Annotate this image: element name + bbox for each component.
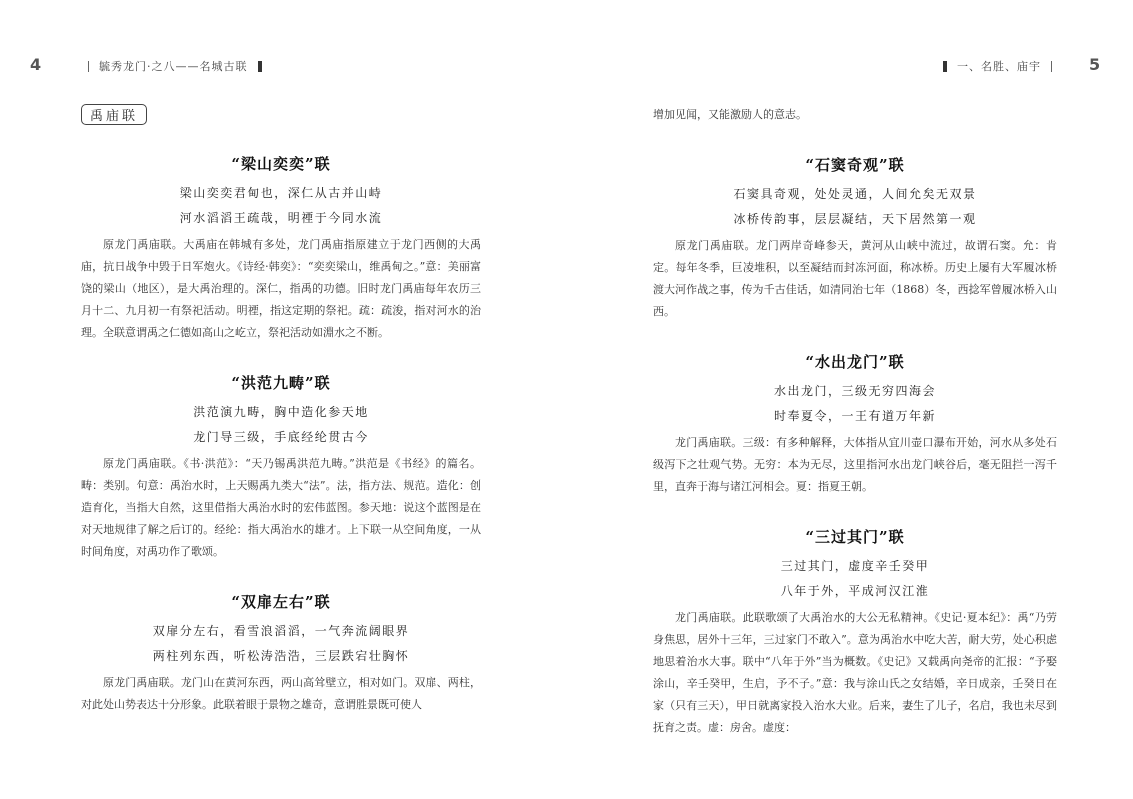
running-head — [78, 58, 272, 74]
commentary: 龙门禹庙联。此联歌颂了大禹治水的大公无私精神。《史记·夏本纪》：禹“乃劳身焦思，居外十三年，三过家门不敢入”。意为禹治水中吃大苦，耐大劳，处心积虑地思着治水大事。联中“八年于外”当为概数。《史记》又载禹向尧帝的汇报：“予娶涂山，辛壬癸甲，生启，予不子。”意：我与涂山氏之女结婚，辛日成亲，壬癸日在家（只有三天），甲日就离家投入治水大业。后来，妻生了儿子，名启，我也未尽到抚育之责。虚：房舍。虚度： — [653, 611, 1057, 734]
header-divider — [1051, 61, 1052, 72]
commentary: 龙门禹庙联。三级：有多种解释，大体指从宜川壶口瀑布开始，河水从多处石级泻下之壮观气势。无穷：本为无尽，这里指河水出龙门峡谷后，毫无阻拦一泻千里，直奔于海与诸江河相会。夏：指夏王朝。 — [653, 436, 1057, 493]
couplet-title: “洪范九畴”联 — [231, 374, 331, 392]
couplet-line: 龙门导三级，手底经纶贯古今 — [193, 430, 369, 444]
couplet-title: “三过其门”联 — [805, 528, 905, 546]
page-number: 5 — [1089, 55, 1101, 74]
right-page-content — [653, 104, 1057, 739]
couplet-line: 冰桥传韵事，层层凝结，天下居然第一观 — [733, 212, 977, 226]
commentary: 原龙门禹庙联。大禹庙在韩城有多处，龙门禹庙指原建立于龙门西侧的大禹庙，抗日战争中毁于日军炮火。《诗经·韩奕》：“奕奕梁山，维禹甸之。”意：美丽富饶的梁山（地区），是大禹治理的。深仁，指禹的功德。旧时龙门禹庙每年农历三月十二、九月初一有祭祀活动。明禋，指这定期的祭祀。疏：疏浚，指对河水的治理。全联意谓禹之仁德如高山之屹立，祭祀活动如淵水之不断。 — [81, 238, 481, 339]
couplet-line: 时奉夏令，一王有道万年新 — [773, 409, 936, 423]
commentary: 原龙门禹庙联。龙门两岸奇峰参天，黄河从山峡中流过，故谓石窦。允：肯定。每年冬季，巨凌堆积，以至凝结而封冻河面，称冰桥。历史上屡有大军履冰桥渡大河作战之事，传为千古佳话，如清同治七年（1868）冬，西捻军曾履冰桥入山西。 — [653, 239, 1057, 318]
header-marker — [258, 61, 262, 72]
couplet-line: 两柱列东西，听松涛浩浩，三层跌宕壮胸怀 — [152, 649, 410, 663]
couplet-line: 双扉分左右，看雪浪滔滔，一气奔流阔眼界 — [152, 624, 410, 638]
header-marker — [943, 61, 947, 72]
couplet — [653, 526, 1057, 739]
couplet — [81, 591, 481, 716]
commentary: 原龙门禹庙联。龙门山在黄河东西，两山高耸壁立，相对如门。双扉、两柱，对此处山势表达十分形象。此联着眼于景物之雄奇，意谓胜景既可使人 — [81, 676, 481, 711]
left-page — [0, 0, 566, 799]
couplet-title: “石窦奇观”联 — [805, 156, 905, 174]
couplet — [81, 372, 481, 563]
couplet — [653, 154, 1057, 323]
couplet-line: 三过其门，虚度辛壬癸甲 — [780, 559, 930, 573]
header-divider — [88, 61, 89, 72]
couplet — [653, 351, 1057, 498]
running-head — [933, 58, 1062, 74]
commentary: 原龙门禹庙联。《书·洪范》：“天乃锡禹洪范九畴。”洪范是《书经》的篇名。畴：类别。句意：禹治水时，上天赐禹九类大“法”。法，指方法、规范。造化：创造育化，当指大自然，这里借指大禹治水时的宏伟蓝图。参天地：说这个蓝图是在对天地规律了解之后订的。经纶：指大禹治水的雄才。上下联一从空间角度，一从时间角度，对禹功作了歌颂。 — [81, 457, 481, 558]
couplet-line: 八年于外，平成河汉江淮 — [780, 584, 930, 598]
section-label: 禹庙联 — [81, 104, 147, 125]
running-head-text: 一、名胜、庙宇 — [957, 60, 1041, 73]
continued-text: 增加见闻，又能激励人的意志。 — [653, 108, 807, 121]
couplet-line: 洪范演九畴，胸中造化参天地 — [193, 405, 369, 419]
couplet-title: “梁山奕奕”联 — [231, 155, 331, 173]
right-page — [567, 0, 1133, 799]
running-head-text: 毓秀龙门·之八——名城古联 — [99, 60, 248, 73]
couplet-line: 梁山奕奕君甸也，深仁从古并山峙 — [179, 186, 383, 200]
couplet-title: “水出龙门”联 — [805, 353, 905, 371]
left-page-content — [81, 104, 481, 716]
page-number: 4 — [30, 55, 42, 74]
couplet-line: 水出龙门，三级无穷四海会 — [773, 384, 936, 398]
couplet-line: 河水滔滔王疏哉，明禋于今同水流 — [179, 211, 383, 225]
couplet — [81, 153, 481, 344]
couplet-line: 石窦具奇观，处处灵通，人间允矣无双景 — [733, 187, 977, 201]
couplet-title: “双扉左右”联 — [231, 593, 331, 611]
